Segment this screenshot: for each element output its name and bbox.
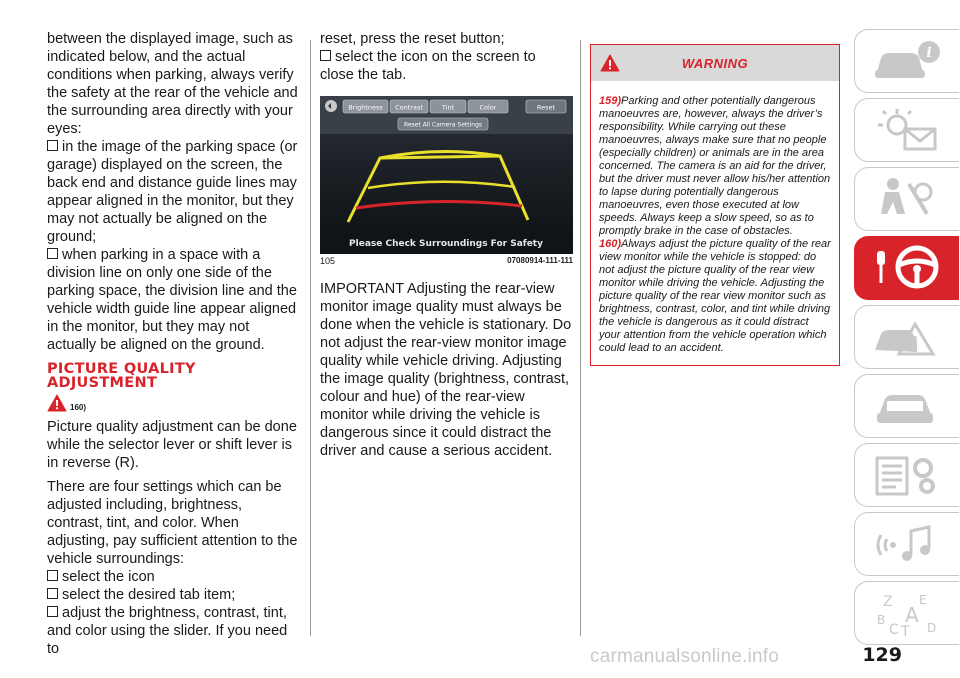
- car-info-icon: [871, 36, 945, 86]
- important-paragraph: IMPORTANT Adjusting the rear-view monitor image quality must always be done when the vehicle is stationary. Do not adjust the rear-view monitor image quality while vehicle driving. Adjusting the image quality (brightness, contrast, colour and hue) of the rear-view monitor while driving the vehicle is dangerous since it could distract the driver and cause a serious accident.: [320, 281, 572, 459]
- list-item: select the desired tab item;: [47, 586, 300, 604]
- warning-lights-icon: [871, 105, 945, 155]
- key-steering-wheel-icon: [871, 243, 945, 293]
- car-maintenance-icon: [871, 381, 945, 431]
- svg-text:Z: Z: [883, 594, 893, 610]
- middle-column: [320, 30, 573, 466]
- svg-text:B: B: [877, 613, 886, 627]
- column-divider: [580, 40, 581, 636]
- safety-message: Please Check Surroundings For Safety: [349, 239, 543, 249]
- warning-box: [590, 44, 840, 366]
- tab-index[interactable]: [854, 581, 959, 645]
- car-emergency-icon: [871, 312, 945, 362]
- tab-maintenance[interactable]: [854, 374, 959, 438]
- checkbox-bullet-icon: [320, 50, 331, 61]
- alphabetical-index-icon: [871, 588, 945, 638]
- checkbox-bullet-icon: [47, 606, 58, 617]
- tab-safety[interactable]: [854, 167, 959, 231]
- checkbox-bullet-icon: [47, 140, 58, 151]
- svg-text:C: C: [889, 622, 899, 638]
- warning-ref-number: 160): [70, 403, 87, 412]
- checkbox-bullet-icon: [47, 570, 58, 581]
- tab-label: Brightness: [348, 103, 383, 112]
- intro-text: between the displayed image, such as indicated below, and the actual conditions when parking, always verify the safety at the rear of the vehicle and the surrounding area directly with your eyes:: [47, 31, 298, 137]
- page-number: 129: [862, 644, 902, 666]
- tab-starting-driving[interactable]: [854, 236, 959, 300]
- svg-text:T: T: [901, 624, 910, 638]
- svg-text:A: A: [905, 603, 919, 627]
- warning-header: [591, 45, 839, 81]
- continued-text: reset, press the reset button;: [320, 31, 505, 47]
- technical-data-icon: [871, 450, 945, 500]
- checkbox-bullet-icon: [47, 248, 58, 259]
- warning-item: 160)Always adjust the picture quality of the rear view monitor while the vehicle is stopped: do not adjust the picture quality of the rear view monitor while driving the vehicle. Adjusting the picture quality of the rear view monitor such as brightness, contrast, color, and tint while driving the vehicle is dangerous as it could distract your attention from the vehicle operation which could lead to an accident.: [599, 238, 831, 354]
- rear-camera-screen-image: [320, 96, 573, 254]
- list-item: adjust the brightness, contrast, tint, and color using the slider. If you need to: [47, 605, 288, 657]
- figure-caption: [320, 256, 573, 266]
- checkbox-bullet-icon: [47, 588, 58, 599]
- tab-label: Tint: [441, 103, 455, 112]
- tab-emergency[interactable]: [854, 305, 959, 369]
- list-item: in the image of the parking space (or garage) displayed on the screen, the back end and distance guide lines may appear aligned in the monitor, but they may not actually be aligned on the ground;: [47, 139, 298, 245]
- warning-title: WARNING: [681, 55, 749, 71]
- svg-text:E: E: [919, 593, 927, 607]
- tab-multimedia[interactable]: [854, 512, 959, 576]
- warning-item: 159)Parking and other potentially dangerous manoeuvres are, however, always the driver’s responsibility. While carrying out these manoeuvres, always make sure that no people (especially children) or animals are in the area concerned. The camera is an aid for the driver, but the driver must never allow his/her attention to lapse during potentially dangerous manoeuvres, even those executed at low speeds. Always keep a slow speed, so as to promptly brake in the case of obstacles.: [599, 95, 831, 237]
- chapter-tabs: [854, 29, 960, 650]
- tab-technical-data[interactable]: [854, 443, 959, 507]
- paragraph: There are four settings which can be adjusted including, brightness, contrast, tint, and color. When adjusting, pay sufficient attention to the vehicle surroundings:: [47, 479, 298, 567]
- tab-label: Color: [479, 103, 497, 112]
- tab-dashboard[interactable]: [854, 29, 959, 93]
- list-item: select the icon: [47, 568, 300, 586]
- svg-text:i: i: [926, 45, 932, 61]
- figure-code: 07080914-111-111: [507, 256, 573, 265]
- paragraph: Picture quality adjustment can be done while the selector lever or shift lever is in reverse (R).: [47, 419, 297, 471]
- warning-reference: [47, 394, 300, 412]
- seat-safety-icon: [871, 174, 945, 224]
- warning-triangle-icon: [47, 394, 67, 412]
- camera-view-illustration: [320, 96, 573, 254]
- tab-lights[interactable]: [854, 98, 959, 162]
- svg-text:D: D: [927, 621, 937, 635]
- reset-all-label: Reset All Camera Settings: [403, 121, 483, 129]
- left-column: [47, 30, 300, 658]
- reset-label: Reset: [536, 103, 556, 112]
- warning-triangle-icon: [600, 54, 620, 72]
- warning-body: [591, 81, 839, 365]
- section-title: PICTURE QUALITY ADJUSTMENT: [47, 361, 196, 391]
- tab-label: Contrast: [395, 103, 423, 112]
- column-divider: [310, 40, 311, 636]
- multimedia-icon: [871, 519, 945, 569]
- figure-number: 105: [320, 256, 336, 266]
- watermark: carmanualsonline.info: [590, 646, 780, 667]
- list-item: when parking in a space with a division line on only one side of the parking space, the division line and the vehicle width guide line appear aligned in the monitor, but they may not actually be aligned on the ground.: [47, 247, 297, 353]
- list-item: select the icon on the screen to close the tab.: [320, 49, 536, 83]
